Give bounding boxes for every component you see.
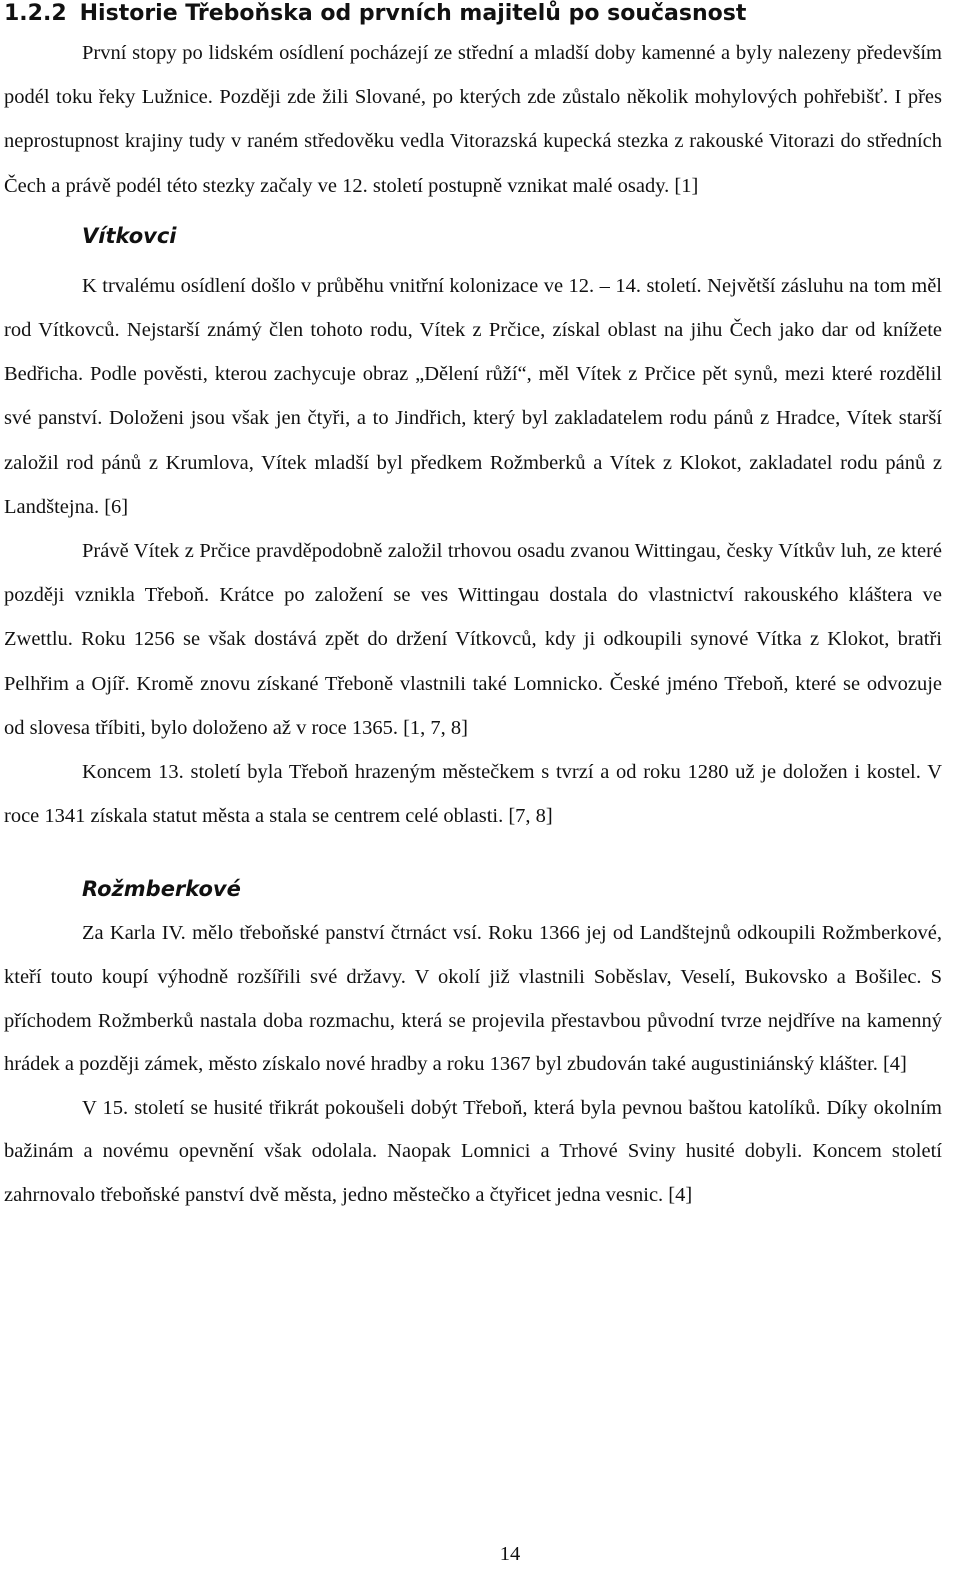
- section-number: 1.2.2: [4, 1, 67, 26]
- section-heading: [4, 0, 942, 31]
- section-title: Historie Třeboňska od prvních majitelů po současnost: [79, 1, 747, 26]
- paragraph-rozmberkove-1: Za Karla IV. mělo třeboňské panství čtrnáct vsí. Roku 1366 jej od Landštejnů odkoupili Rožmberkové, kteří touto koupí výhodně rozšířili své državy. V okolí již vlastnili Soběslav, Veselí, Bukovsko a Bošilec. S příchodem Rožmberků nastala doba rozmachu, která se projevila přestavbou původní tvrze nejdříve na kamenný hrádek a později zámek, město získalo nové hradby a roku 1367 byl zbudován také augustiniánský klášter. [4]: [4, 922, 942, 1076]
- paragraph-rozmberkove-2: V 15. století se husité třikrát pokoušeli dobýt Třeboň, která byla pevnou baštou katolíků. Díky okolním bažinám a novému opevnění však odolala. Naopak Lomnici a Trhové Sviny husité dobyli. Koncem století zahrnovalo třeboňské panství dvě města, jedno městečko a čtyřicet jedna vesnic. [4]: [4, 1096, 942, 1207]
- paragraph-vitkovci-3: Koncem 13. století byla Třeboň hrazeným městečkem s tvrzí a od roku 1280 už je doložen i kostel. V roce 1341 získala statut města a stala se centrem celé oblasti. [7, 8]: [4, 761, 942, 828]
- subheading-vitkovci: Vítkovci: [82, 223, 177, 248]
- document-page: [4, 0, 942, 1218]
- subheading-rozmberkove: Rožmberkové: [82, 877, 241, 902]
- page-number: 14: [499, 1543, 521, 1565]
- paragraph-vitkovci-1: K trvalému osídlení došlo v průběhu vnitřní kolonizace ve 12. – 14. století. Největší zásluhu na tom měl rod Vítkovců. Nejstarší známý člen tohoto rodu, Vítek z Prčice, získal oblast na jihu Čech jako dar od knížete Bedřicha. Podle pověsti, kterou zachycuje obraz „Dělení růží“, měl Vítek z Prčice pět synů, mezi které rozdělil své panství. Doloženi jsou však jen čtyři, a to Jindřich, který byl zakladatelem rodu pánů z Hradce, Vítek starší založil rod pánů z Krumlova, Vítek mladší byl předkem Rožmberků a Vítek z Klokot, zakladatel rodu pánů z Landštejna. [6]: [4, 274, 942, 518]
- intro-paragraph: První stopy po lidském osídlení pocházejí ze střední a mladší doby kamenné a byly nalezeny především podél toku řeky Lužnice. Později zde žili Slované, po kterých zde zůstalo několik mohylových pohřebišť. I přes neprostupnost krajiny tudy v raném středověku vedla Vitorazská kupecká stezka z rakouské Vitorazi do středních Čech a právě podél této stezky začaly ve 12. století postupně vznikat malé osady. [1]: [4, 42, 942, 197]
- paragraph-vitkovci-2: Právě Vítek z Prčice pravděpodobně založil trhovou osadu zvanou Wittingau, česky Vítkův luh, ze které později vznikla Třeboň. Krátce po založení se ves Wittingau dostala do vlastnictví rakouského kláštera ve Zwettlu. Roku 1256 se však dostává zpět do držení Vítkovců, kdy ji odkoupili synové Vítka z Klokot, bratři Pelhřim a Ojíř. Kromě znovu získané Třeboně vlastnili také Lomnicko. České jméno Třeboň, které se odvozuje od slovesa tříbiti, bylo doloženo až v roce 1365. [1, 7, 8]: [4, 540, 942, 739]
